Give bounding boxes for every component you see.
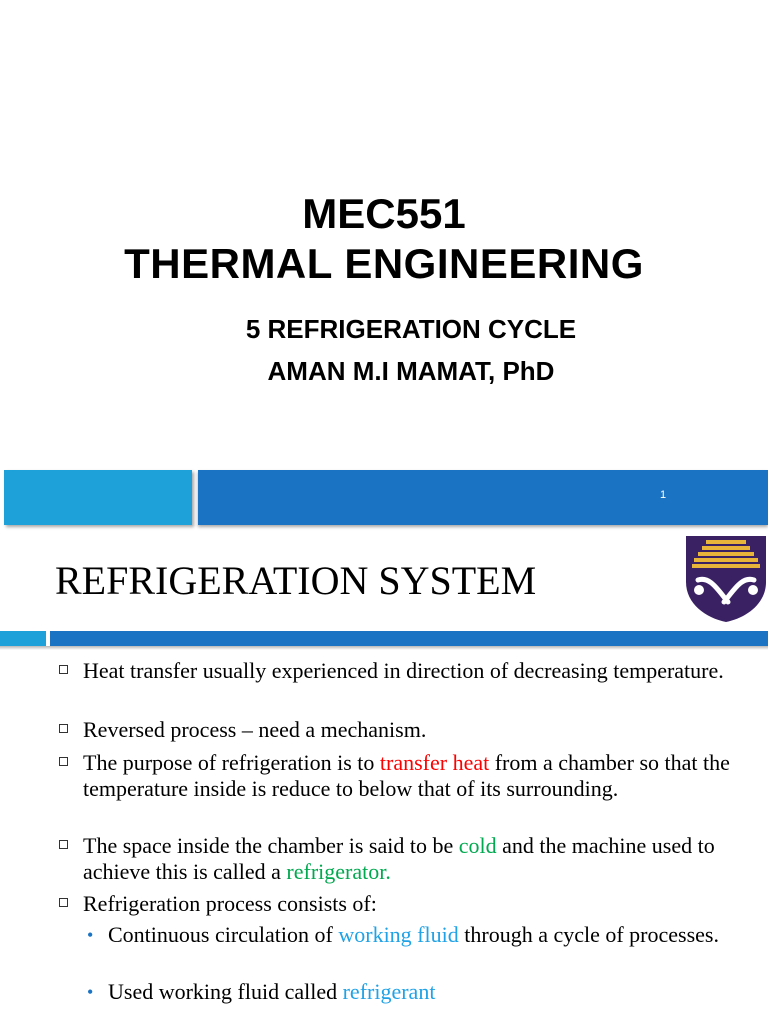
round-dot-bullet-icon: • bbox=[87, 982, 94, 1002]
bullet-text-part: The space inside the chamber is said to be bbox=[83, 833, 459, 858]
bullet-item bbox=[83, 717, 733, 743]
course-code-title: MEC551 bbox=[302, 190, 466, 237]
bullet-text-part: Continuous circulation of bbox=[108, 922, 339, 947]
highlight-cold: cold bbox=[458, 833, 497, 858]
title-bar-shadow bbox=[0, 646, 768, 650]
bullet-text: Heat transfer usually experienced in direction of decreasing temperature. bbox=[83, 658, 724, 683]
bullet-text-part: through a cycle of processes. bbox=[458, 922, 719, 947]
bullet-item bbox=[83, 658, 733, 684]
bullet-text-part: Used working fluid called bbox=[108, 979, 343, 1004]
hollow-square-bullet-icon bbox=[59, 757, 68, 766]
hollow-square-bullet-icon bbox=[59, 665, 68, 674]
bullet-item bbox=[83, 891, 733, 917]
bullet-text-part: from a chamber so that the temperature inside is reduce to below that of its surrounding. bbox=[83, 750, 730, 801]
page-number: 1 bbox=[659, 489, 667, 501]
highlight-working-fluid: working fluid bbox=[338, 922, 459, 947]
course-name-title: THERMAL ENGINEERING bbox=[124, 240, 644, 287]
highlight-transfer-heat: transfer heat bbox=[379, 750, 490, 775]
footer-accent-left bbox=[4, 470, 192, 525]
bullet-item bbox=[83, 750, 733, 802]
sub-bullet-item bbox=[87, 922, 728, 948]
highlight-refrigerant: refrigerant bbox=[342, 979, 436, 1004]
bullet-text: Reversed process – need a mechanism. bbox=[83, 717, 427, 742]
bullet-text-part: The purpose of refrigeration is to bbox=[83, 750, 380, 775]
hollow-square-bullet-icon bbox=[59, 898, 68, 907]
bullet-text: Refrigeration process consists of: bbox=[83, 891, 377, 916]
hollow-square-bullet-icon bbox=[59, 840, 68, 849]
sub-bullet-item bbox=[87, 979, 728, 1005]
bullet-item bbox=[83, 833, 733, 885]
chapter-subtitle: 5 REFRIGERATION CYCLE bbox=[245, 314, 577, 344]
footer-accent-right bbox=[198, 470, 768, 525]
highlight-refrigerator: refrigerator. bbox=[286, 859, 391, 884]
title-bar-accent-left bbox=[0, 631, 46, 646]
title-slide bbox=[0, 0, 768, 470]
round-dot-bullet-icon: • bbox=[87, 925, 94, 945]
bullet-text-part: and the machine used to achieve this is called a bbox=[83, 833, 715, 884]
slide-title: REFRIGERATION SYSTEM bbox=[55, 558, 537, 603]
title-bar-accent-right bbox=[50, 631, 768, 646]
university-crest-logo bbox=[684, 532, 768, 624]
author-subtitle: AMAN M.I MAMAT, PhD bbox=[267, 356, 555, 386]
hollow-square-bullet-icon bbox=[59, 724, 68, 733]
